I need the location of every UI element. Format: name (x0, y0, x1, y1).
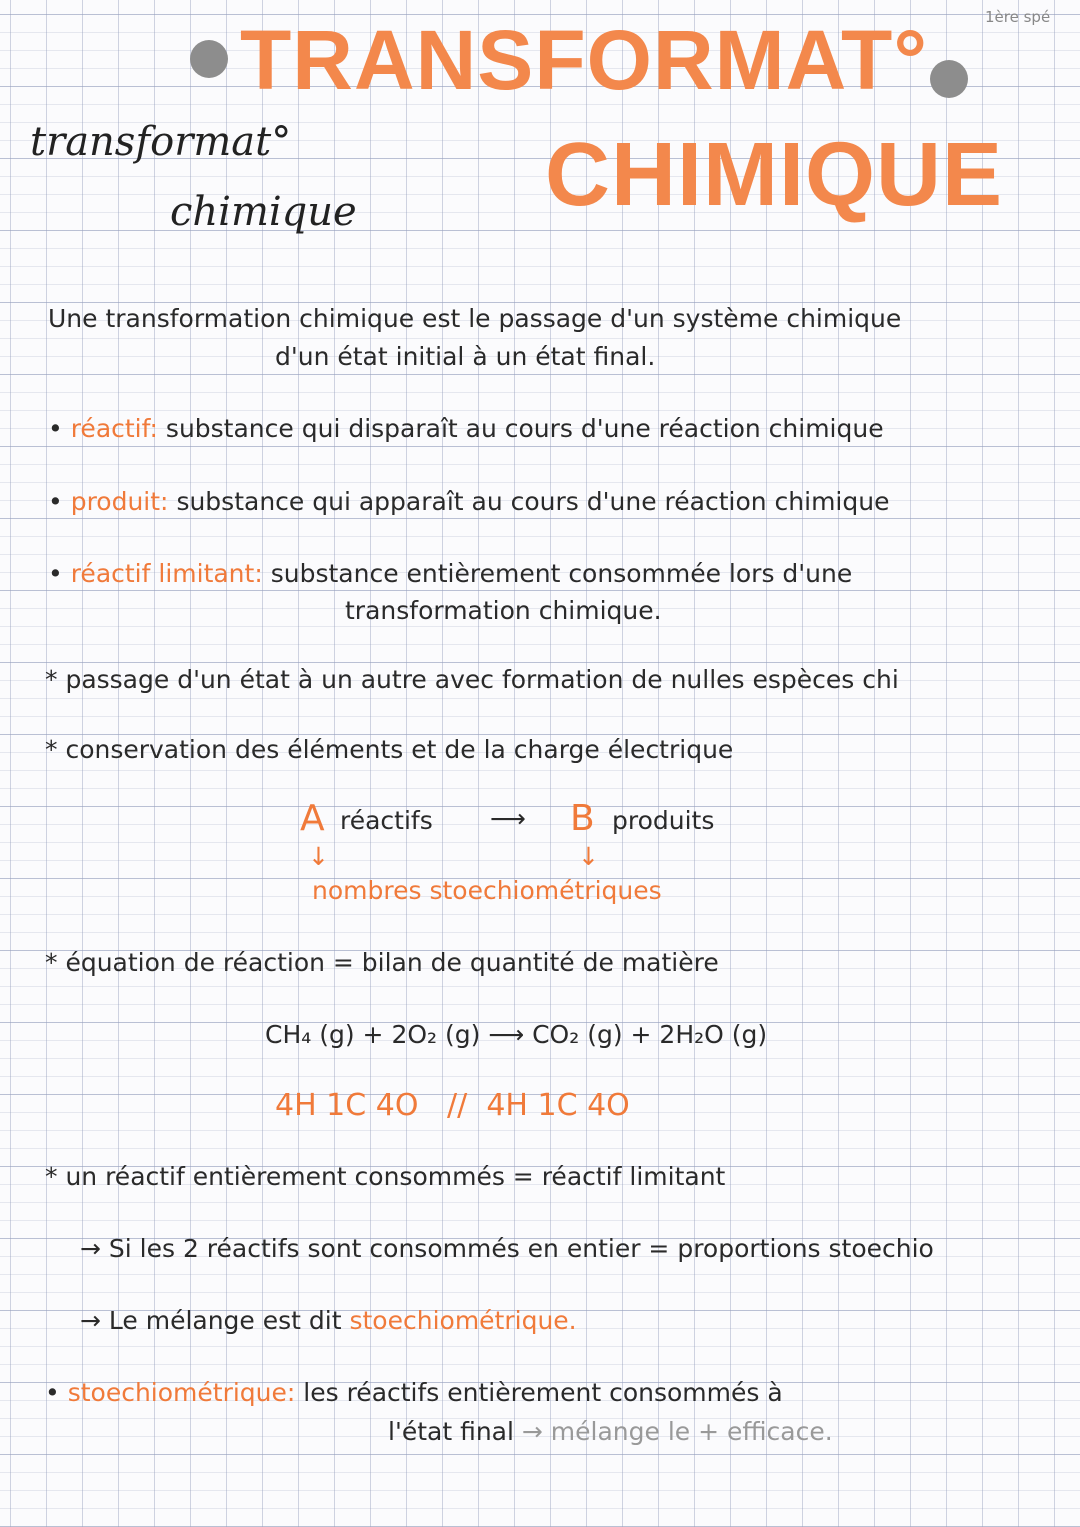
limitant-note: * un réactif entièrement consommés = réactif limitant (45, 1162, 726, 1191)
intro-line2: d'un état initial à un état final. (275, 342, 656, 371)
definition-text-cont: transformation chimique. (345, 596, 662, 625)
punch-hole (190, 40, 228, 78)
punch-hole (930, 60, 968, 98)
definition-text-cont (388, 1417, 833, 1446)
equation-note: * équation de réaction = bilan de quantité de matière (45, 948, 719, 977)
arrow-icon: ⟶ (490, 804, 526, 833)
aside: → mélange le + efficace. (521, 1417, 833, 1446)
term: stoechiométrique: (67, 1378, 296, 1407)
title-line2: CHIMIQUE (545, 125, 1003, 225)
definition-text: substance qui apparaît au cours d'une réaction chimique (176, 487, 890, 516)
highlight: stoechiométrique. (349, 1306, 577, 1335)
term: réactif limitant: (70, 559, 263, 588)
text: l'état final (388, 1417, 514, 1446)
title-line2-script: chimique (170, 189, 357, 235)
scheme-caption: nombres stoechiométriques (312, 876, 662, 905)
title-line1: TRANSFORMAT° (240, 13, 928, 107)
definition-text: les réactifs entièrement consommés à (303, 1378, 783, 1407)
scheme-a-label: réactifs (340, 806, 433, 835)
term: produit: (70, 487, 169, 516)
definition-reactif-limitant: • réactif limitant: substance entièrement consommée lors d'une (48, 559, 853, 588)
definition-reactif: • réactif: substance qui disparaît au cours d'une réaction chimique (48, 414, 884, 443)
definition-text: substance entièrement consommée lors d'une (270, 559, 853, 588)
note: * passage d'un état à un autre avec formation de nulles espèces chi (45, 665, 899, 694)
arrow-note-text: → Le mélange est dit (80, 1306, 342, 1335)
note: * conservation des éléments et de la charge électrique (45, 735, 734, 764)
atom-balance: 4H 1C 4O // 4H 1C 4O (275, 1088, 630, 1123)
scheme-b: B (570, 798, 595, 839)
intro-line1: Une transformation chimique est le passage d'un système chimique (48, 304, 902, 333)
definition-stoechiometrique: • stoechiométrique: les réactifs entièrement consommés à (45, 1378, 783, 1407)
down-arrow-icon: ↓ (308, 842, 329, 871)
arrow-note (80, 1306, 577, 1335)
term: réactif: (70, 414, 158, 443)
definition-produit: • produit: substance qui apparaît au cours d'une réaction chimique (48, 487, 890, 516)
title-line1-script: transformat° (30, 119, 292, 165)
arrow-note: → Si les 2 réactifs sont consommés en entier = proportions stoechio (80, 1234, 934, 1263)
scheme-a: A (300, 798, 325, 839)
corner-note: 1ère spé (985, 8, 1051, 26)
definition-text: substance qui disparaît au cours d'une réaction chimique (165, 414, 884, 443)
down-arrow-icon: ↓ (578, 842, 599, 871)
chemical-equation: CH₄ (g) + 2O₂ (g) ⟶ CO₂ (g) + 2H₂O (g) (265, 1020, 768, 1049)
scheme-b-label: produits (612, 806, 715, 835)
